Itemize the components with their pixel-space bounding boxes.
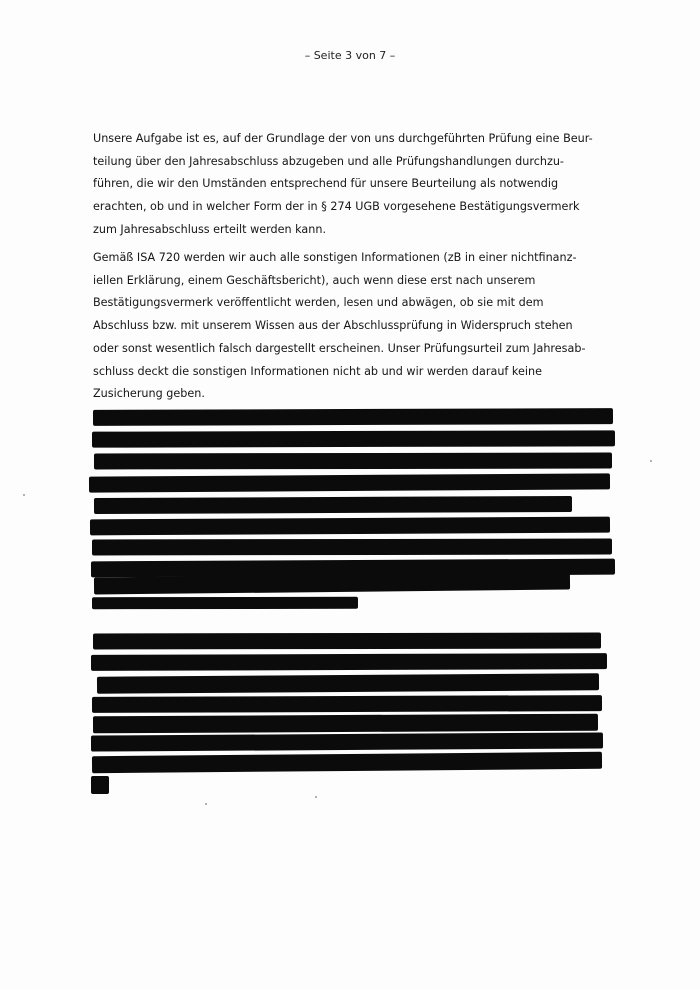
text-line: schluss deckt die sonstigen Informationen nicht ab und wir werden darauf keine	[93, 364, 542, 378]
text-line: Abschluss bzw. mit unserem Wissen aus der Abschlussprüfung in Widerspruch stehen	[93, 319, 573, 333]
redaction-bar	[94, 453, 612, 470]
redaction-bar	[91, 732, 603, 751]
scan-speck	[315, 796, 317, 798]
redaction-bar	[91, 776, 109, 794]
scan-speck	[650, 460, 652, 462]
redaction-bar	[94, 573, 570, 595]
redaction-bar	[92, 539, 612, 556]
text-line: iellen Erklärung, einem Geschäftsbericht), auch wenn diese erst nach unserem	[93, 273, 536, 287]
text-line: erachten, ob und in welcher Form der in § 274 UGB vorgesehene Bestätigungsvermerk	[93, 200, 580, 214]
redaction-bar	[92, 695, 602, 713]
paragraph-isa-720	[93, 247, 613, 406]
redaction-bar	[97, 673, 599, 694]
page-number: – Seite 3 von 7 –	[304, 49, 396, 62]
text-line: zum Jahresabschluss erteilt werden kann.	[93, 222, 327, 236]
redaction-bar	[91, 653, 607, 671]
redaction-bar	[92, 752, 602, 773]
redaction-bar	[93, 714, 598, 734]
paragraph-audit-task	[93, 128, 613, 242]
redaction-bar	[92, 430, 615, 447]
redaction-bar	[93, 633, 601, 650]
text-line: führen, die wir den Umständen entsprechend für unsere Beurteilung als notwendig	[93, 177, 559, 191]
text-line: Zusicherung geben.	[93, 387, 205, 401]
redaction-bar	[89, 473, 610, 492]
redaction-bar	[90, 517, 610, 536]
text-line: oder sonst wesentlich falsch dargestellt erscheinen. Unser Prüfungsurteil zum Jahresab-	[93, 341, 586, 355]
redaction-bar	[94, 496, 572, 514]
scan-speck	[205, 803, 207, 805]
text-line: teilung über den Jahresabschluss abzugeben und alle Prüfungshandlungen durchzu-	[93, 154, 564, 168]
text-line: Unsere Aufgabe ist es, auf der Grundlage der von uns durchgeführten Prüfung eine Beur-	[93, 132, 593, 145]
redaction-bar	[93, 408, 613, 426]
text-line: Bestätigungsvermerk veröffentlicht werden, lesen und abwägen, ob sie mit dem	[93, 296, 544, 310]
scan-speck	[23, 494, 25, 496]
redaction-bar	[92, 597, 358, 609]
text-line: Gemäß ISA 720 werden wir auch alle sonstigen Informationen (zB in einer nichtfinanz-	[93, 251, 577, 264]
